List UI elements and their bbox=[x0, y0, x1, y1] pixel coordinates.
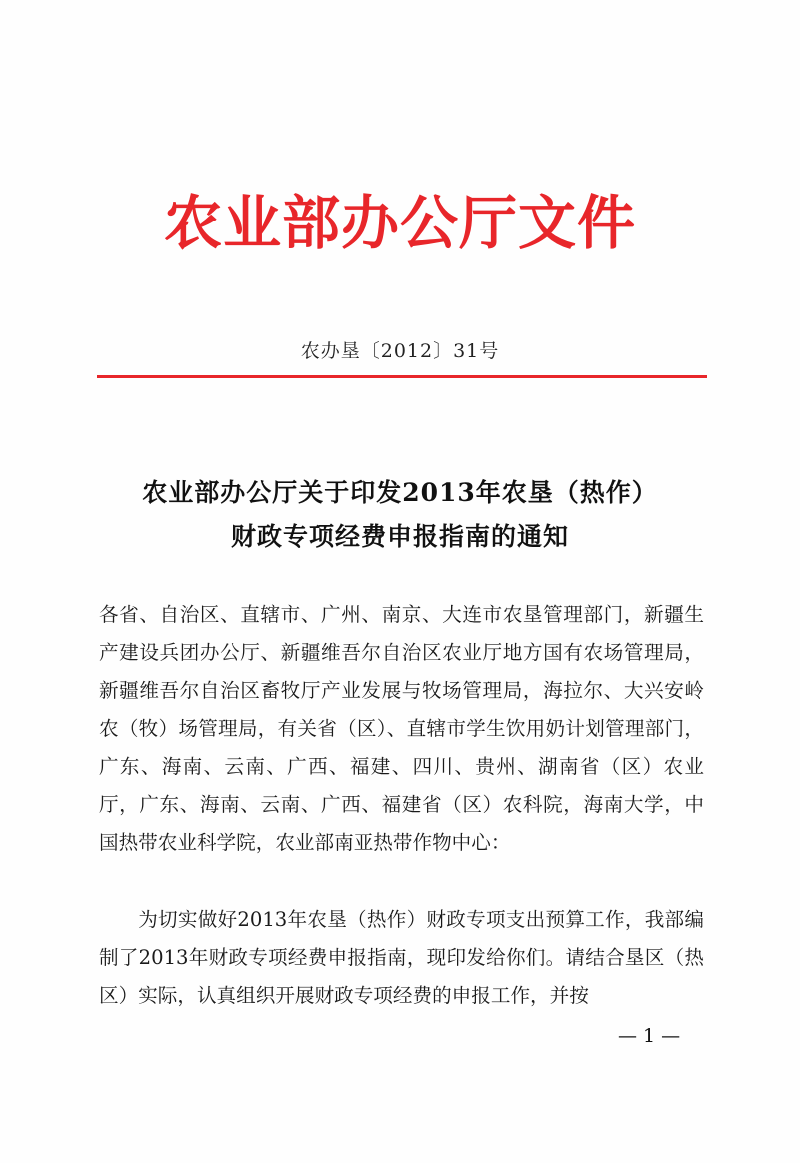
document-title-line-2: 财政专项经费申报指南的通知 bbox=[230, 522, 569, 551]
page-number: — 1 — bbox=[618, 1025, 681, 1047]
document-header: 农业部办公厅文件 bbox=[163, 189, 636, 257]
header-divider bbox=[97, 375, 707, 378]
document-number: 农办垦〔2012〕31号 bbox=[300, 340, 500, 362]
document-title-line-1: 农业部办公厅关于印发2013年农垦（热作） bbox=[142, 478, 658, 507]
addressee-paragraph: 各省、自治区、直辖市、广州、南京、大连市农垦管理部门，新疆生产建设兵团办公厅、新疆维吾尔自治区农业厅地方国有农场管理局，新疆维吾尔自治区畜牧厅产业发展与牧场管理局，海拉尔、大兴安岭农（牧）场管理局，有关省（区）、直辖市学生饮用奶计划管理部门，广东、海南、云南、广西、福建、四川、贵州、湖南省（区）农业厅，广东、海南、云南、广西、福建省（区）农科院，海南大学，中国热带农业科学院，农业部南亚热带作物中心： bbox=[99, 603, 704, 854]
body-paragraph: 为切实做好2013年农垦（热作）财政专项支出预算工作，我部编制了2013年财政专项经费申报指南，现印发给你们。请结合垦区（热区）实际，认真组织开展财政专项经费的申报工作，并按 bbox=[99, 908, 704, 1007]
